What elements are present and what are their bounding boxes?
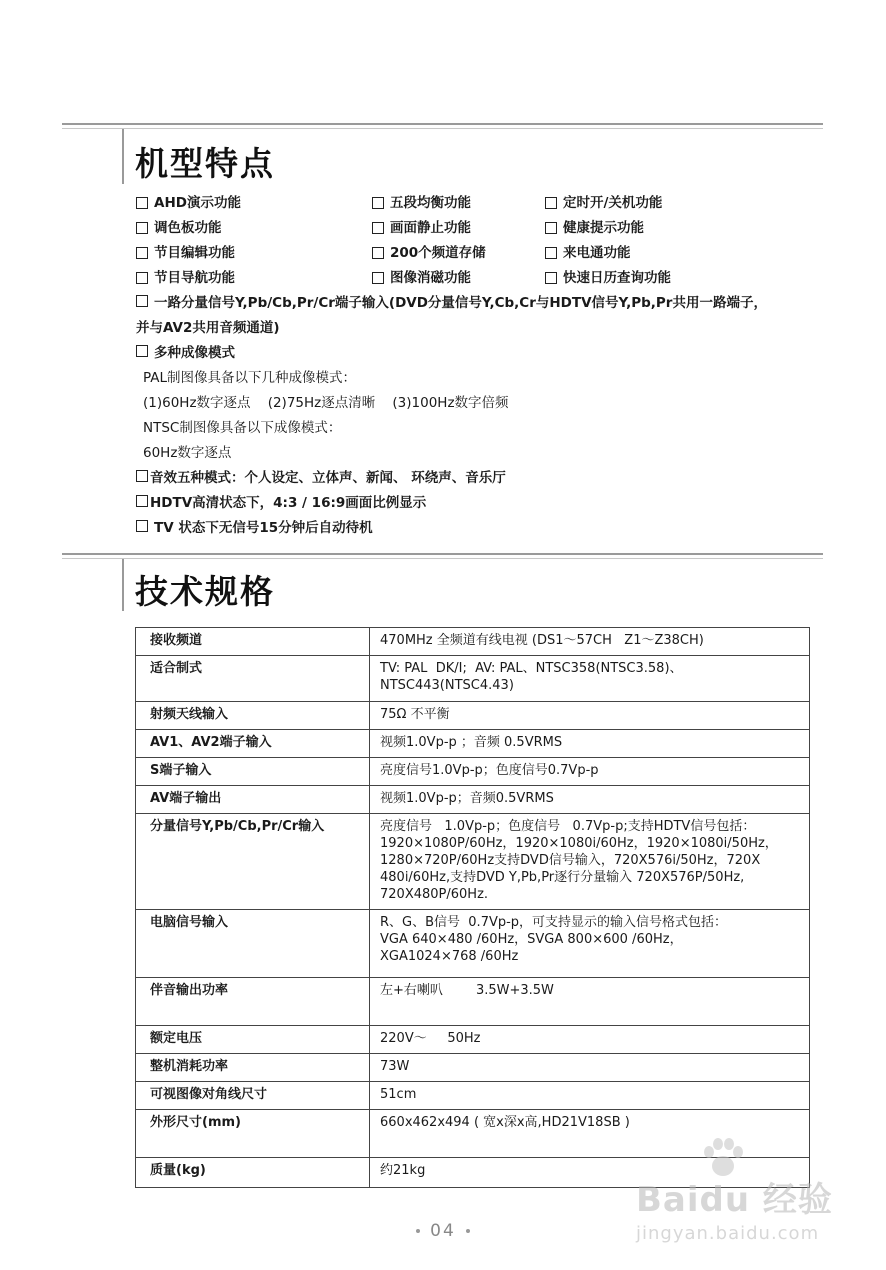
spec-row [136,656,810,702]
checkbox-icon [136,470,148,482]
checkbox-icon [372,222,384,234]
spec-value-line: 73W [380,1059,410,1074]
features-list [136,188,826,538]
spec-label: 整机消耗功率 [136,1054,370,1082]
paw-icon [701,1138,745,1178]
checkbox-icon [372,272,384,284]
checkbox-icon [136,272,148,284]
spec-row [136,1054,810,1082]
checkbox-icon [136,247,148,259]
features-grid-row [136,213,826,238]
spec-value-line: 视频1.0Vp-p；音频0.5VRMS [380,791,554,806]
spec-row [136,786,810,814]
spec-label: 质量(kg) [136,1158,370,1188]
feature-imaging-modes: 多种成像模式 [136,338,826,363]
spec-value [370,758,810,786]
spec-label: 伴音输出功率 [136,978,370,1026]
spec-value-line: 视频1.0Vp-p ；音频 0.5VRMS [380,735,563,750]
spec-value [370,910,810,978]
feature-item: 来电通功能 [545,241,631,261]
features-title: 机型特点 [135,144,275,183]
spec-value-line: 1920×1080P/60Hz，1920×1080i/60Hz，1920×1080i/50Hz， [380,836,778,851]
checkbox-icon [136,295,148,307]
spec-value-line: 75Ω 不平衡 [380,707,450,722]
spec-value-line: 亮度信号 1.0Vp-p；色度信号 0.7Vp-p;支持HDTV信号包括： [380,819,756,834]
spec-row [136,978,810,1026]
checkbox-icon [136,520,148,532]
spec-value [370,1054,810,1082]
spec-row [136,730,810,758]
spec-value [370,702,810,730]
spec-label: AV1、AV2端子输入 [136,730,370,758]
checkbox-icon [136,495,148,507]
checkbox-icon [136,222,148,234]
checkbox-icon [545,272,557,284]
feature-item: 节目编辑功能 [136,241,372,261]
feature-item: 健康提示功能 [545,216,644,236]
spec-value [370,656,810,702]
spec-value-line: NTSC443(NTSC4.43) [380,678,514,693]
checkbox-icon [372,247,384,259]
spec-value-line: 约21kg [380,1163,426,1178]
checkbox-icon [545,222,557,234]
spec-table [135,627,810,1188]
feature-item: AHD演示功能 [136,191,372,211]
spec-label: 接收频道 [136,628,370,656]
section-title-bar [122,129,124,184]
checkbox-icon [136,197,148,209]
feature-item: 节目导航功能 [136,266,372,286]
watermark [636,1152,846,1252]
spec-table-body [136,628,810,1188]
feature-item: 画面静止功能 [372,216,545,236]
spec-label: S端子输入 [136,758,370,786]
feature-sound-modes: 音效五种模式：个人设定、立体声、新闻、 环绕声、音乐厅 [136,463,826,488]
spec-value [370,1026,810,1054]
spec-value-line: 亮度信号1.0Vp-p；色度信号0.7Vp-p [380,763,599,778]
bullet-dot-icon [416,1229,420,1233]
spec-label: AV端子输出 [136,786,370,814]
spec-value-line: 660x462x494 ( 宽x深x高,HD21V18SB ) [380,1115,630,1130]
spec-label: 适合制式 [136,656,370,702]
features-grid-row [136,238,826,263]
spec-value-line: TV: PAL DK/I; AV: PAL、NTSC358(NTSC3.58)、 [380,661,683,676]
spec-value-line: R、G、B信号 0.7Vp-p，可支持显示的输入信号格式包括： [380,915,728,930]
spec-value [370,730,810,758]
feature-component-input: 一路分量信号Y,Pb/Cb,Pr/Cr端子输入(DVD分量信号Y,Cb,Cr与HDTV信号Y,Pb,Pr共用一路端子， [136,288,826,313]
spec-label: 外形尺寸(mm) [136,1110,370,1158]
checkbox-icon [545,197,557,209]
spec-value-line: 51cm [380,1087,417,1102]
spec-value-line: VGA 640×480 /60Hz，SVGA 800×600 /60Hz， [380,932,683,947]
feature-item: 200个频道存储 [372,241,545,261]
spec-label: 分量信号Y,Pb/Cb,Pr/Cr输入 [136,814,370,910]
spec-row [136,758,810,786]
section-rule-sub [62,128,823,129]
section-rule-top [62,553,823,555]
ntsc-modes: 60Hz数字逐点 [143,444,232,461]
section-title-bar [122,559,124,611]
watermark-logo: Baidu 经验 [636,1180,833,1220]
spec-value-line: 左+右喇叭 3.5W+3.5W [380,983,554,998]
spec-value [370,786,810,814]
section-rule-sub [62,558,823,559]
spec-label: 电脑信号输入 [136,910,370,978]
bullet-dot-icon [466,1229,470,1233]
spec-value-line: 470MHz 全频道有线电视 (DS1～57CH Z1～Z38CH) [380,633,704,648]
spec-value-line: 220V～ 50Hz [380,1031,481,1046]
features-grid-row [136,263,826,288]
spec-row [136,1026,810,1054]
spec-value [370,978,810,1026]
feature-hdtv-ratio: HDTV高清状态下，4:3 / 16:9画面比例显示 [136,488,826,513]
spec-label: 可视图像对角线尺寸 [136,1082,370,1110]
spec-value [370,628,810,656]
spec-value-line: 480i/60Hz,支持DVD Y,Pb,Pr逐行分量输入 720X576P/50Hz, [380,870,745,885]
feature-tv-standby: TV 状态下无信号15分钟后自动待机 [136,513,826,538]
watermark-url: jingyan.baidu.com [636,1223,820,1244]
ntsc-intro: NTSC制图像具备以下成像模式： [143,419,342,436]
checkbox-icon [545,247,557,259]
spec-row [136,910,810,978]
spec-value-line: 1280×720P/60Hz支持DVD信号输入，720X576i/50Hz，720X [380,853,761,868]
checkbox-icon [372,197,384,209]
spec-row [136,702,810,730]
spec-value-line: XGA1024×768 /60Hz [380,949,519,964]
spec-label: 额定电压 [136,1026,370,1054]
feature-item: 快速日历查询功能 [545,266,671,286]
pal-modes: (1)60Hz数字逐点 (2)75Hz逐点清晰 (3)100Hz数字倍频 [143,394,509,411]
specs-title: 技术规格 [135,572,275,611]
checkbox-icon [136,345,148,357]
page-number: 04 [0,1221,886,1241]
feature-item: 调色板功能 [136,216,372,236]
spec-value [370,1082,810,1110]
section-rule-top [62,123,823,125]
features-grid-row [136,188,826,213]
feature-item: 图像消磁功能 [372,266,545,286]
spec-value [370,814,810,910]
feature-component-input-cont: 并与AV2共用音频通道) [136,319,280,336]
spec-label: 射频天线输入 [136,702,370,730]
feature-item: 定时开/关机功能 [545,191,662,211]
pal-intro: PAL制图像具备以下几种成像模式： [143,369,357,386]
feature-item: 五段均衡功能 [372,191,545,211]
spec-row [136,814,810,910]
spec-value-line: 720X480P/60Hz. [380,887,489,902]
spec-row [136,628,810,656]
spec-row [136,1082,810,1110]
